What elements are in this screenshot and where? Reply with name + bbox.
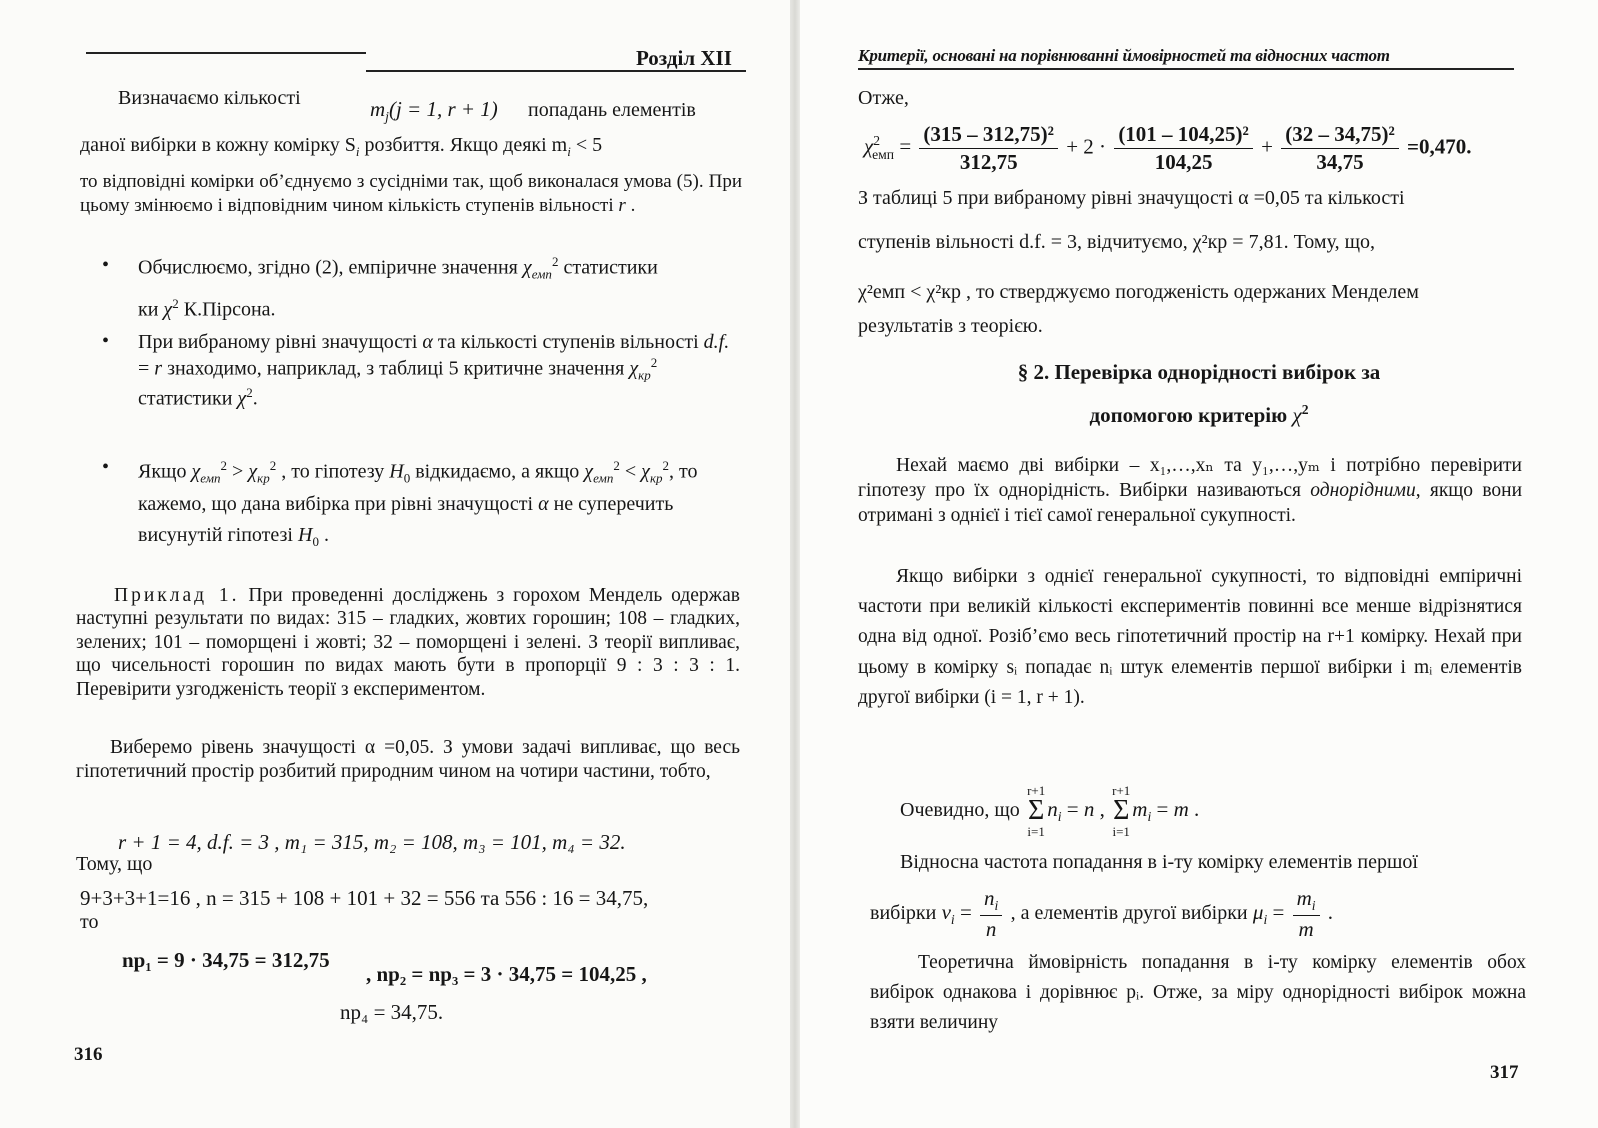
formula-line: np₁ = 9 · 34,75 = 312,75 <box>122 948 330 972</box>
fraction: $\frac{n_i}{n}$ <box>980 886 1002 942</box>
paragraph-line: результатів з теорією. <box>858 315 1043 337</box>
page-number: 317 <box>1490 1062 1519 1083</box>
formula-var: m <box>370 97 386 121</box>
text-line: Тому, що <box>76 853 153 875</box>
text: , якщо вони отримані з однієї і тієї самої генеральної сукупності. <box>858 479 1523 526</box>
text: , то кажемо, що дана вибірка при рівні значущості <box>138 460 698 515</box>
text: Очевидно, що <box>900 798 1020 821</box>
operator: + 2 · <box>1066 134 1107 159</box>
result: =0,470. <box>1407 134 1472 159</box>
section-title: § 2. Перевірка однорідності вибірок за <box>1017 360 1381 384</box>
paragraph-line: χ²емп < χ²кр , то стверджуємо погодженість одержаних Менделем <box>858 281 1419 303</box>
text: Обчислюємо, згідно (2), емпіричне значення <box>138 256 518 279</box>
text: Теоретична ймовірність попадання в i-ту комірку елементів обох вибірок однакова і дорівнює pᵢ. Отже, за міру однорідності вибірок можна взяти величину <box>870 952 1526 1034</box>
paragraph-line: ступенів вільності d.f. = 3, відчитуємо, χ²кр = 7,81. Тому, що, <box>858 231 1375 253</box>
formula-line: r + 1 = 4, d.f. = 3 , m₁ = 315, m₂ = 108, m₃ = 101, m₄ = 32. <box>118 830 626 854</box>
page-number: 316 <box>74 1044 103 1065</box>
fraction <box>919 122 1058 175</box>
example-label: Приклад 1. <box>114 585 240 606</box>
paragraph <box>870 948 1526 1039</box>
text: Якщо <box>138 460 187 483</box>
text: знаходимо, наприклад, з таблиці 5 критичне значення <box>167 358 625 381</box>
sum-symbol: r+1 Σ i=1 <box>1027 783 1046 839</box>
text: При вибраному рівні значущості <box>138 331 418 353</box>
text: не суперечить висунутій гіпотезі <box>138 492 674 546</box>
bullet-item: Якщо $\chi_{емп}^2 > \chi_{кр}^2$ , то гіпотезу $H_0$ відкидаємо, а якщо $\chi_{емп}^2 < \chi_{кр}^2$, то кажемо, що дана вибірка при рівні значущості α не суперечить висунутій гіпотезі $H_0$ . <box>138 458 698 549</box>
text: статистики <box>138 387 233 410</box>
formula: $m_j(j = 1$, r + 1) <box>370 97 498 125</box>
formula-rest: (j = 1, r + 1) <box>388 97 498 121</box>
bullet-item-cont: ки $\chi^2$ К.Пірсона. <box>138 296 276 321</box>
bullet-item: При вибраному рівні значущості α та кількості ступенів вільності d.f. = r знаходимо, наприклад, з таблиці 5 критичне значення $\chi_{кр}^2$ статистики $\chi^2$. <box>138 331 730 410</box>
chapter-header: Розділ XII <box>636 46 732 70</box>
running-head: Критерії, основані на порівнюванні ймовірностей та відносних частот <box>858 46 1390 65</box>
emphasis: однорідними <box>1310 479 1416 501</box>
paragraph <box>858 454 1522 528</box>
bullet-item: Обчислюємо, згідно (2), емпіричне значення $\chi_{емп}^2$ статистики <box>138 254 658 282</box>
text: Нехай маємо дві вибірки – x₁,…,xₙ та y₁,…,yₘ і потрібно перевірити гіпотезу про їх однорідність. Вибірки називаються <box>858 455 1522 501</box>
frequency-formula: вибірки $\nu_i$ = $\frac{n_i}{n}$ , а елементів другої вибірки $\mu_i$ = $\frac{m_i}{m}$ . <box>870 886 1334 942</box>
paragraph-line: З таблиці 5 при вибраному рівні значущості α =0,05 та кількості <box>858 187 1405 209</box>
text: вибірки <box>870 901 937 924</box>
left-page <box>0 0 790 1128</box>
paragraph <box>76 736 740 785</box>
denominator: 104,25 <box>1154 150 1213 174</box>
paragraph-line: даної вибірки в кожну комірку $S_i$ розбиття. Якщо деякі $m_i < 5$ <box>80 134 603 159</box>
variable: r <box>618 195 626 217</box>
formula-line: 9+3+3+1=16 , n = 315 + 108 + 101 + 32 = 556 та 556 : 16 = 34,75, <box>80 886 649 910</box>
paragraph <box>858 562 1522 713</box>
numerator: (315 – 312,75)² <box>919 122 1058 149</box>
text: попадань елементів <box>528 99 696 121</box>
text: < 5 <box>575 134 603 156</box>
paragraph-line: Відносна частота попадання в i-ту комірку елементів першої <box>900 851 1418 873</box>
fraction <box>1114 122 1253 175</box>
sum-formula: Очевидно, що r+1 Σ $i=1n_i = n$ , r+1 Σ $i=1m_i = m$ . <box>900 783 1200 839</box>
section-title: допомогою критерію $\chi^2$ <box>1089 402 1309 427</box>
sum-symbol: r+1 Σ i=1 <box>1112 783 1131 839</box>
text: Виберемо рівень значущості α =0,05. З умови задачі випливає, що весь гіпотетичний простір розбитий природним чином на чотири частини, тобто, <box>76 737 740 783</box>
text: К.Пірсона. <box>183 298 276 321</box>
chi-square-formula: $\chi^2_{емп}$ = $\frac{\text{(315 – 312,75)²}}{312,75}$ + 2 · $\frac{\text{(101 – 104,25)²}}{104,25}$ + $\frac{\text{(32 – 34,75)²}}{34,75}$ =0,470. <box>864 122 1472 174</box>
bullet-dot: • <box>102 456 110 478</box>
right-page <box>800 0 1598 1128</box>
text-line: то <box>80 911 99 933</box>
text: Визначаємо кількості <box>118 87 301 109</box>
text: Якщо вибірки з однієї генеральної сукупності, то відповідні емпіричні частоти при великій кількості експериментів повинні все менше відрізнятися одна від одної. Розіб’ємо весь гіпотетичний простір на r+1 комірку. Нехай при цьому в комірку sᵢ попадає nᵢ штук елементів першої вибірки і mᵢ елементів другої вибірки (i = 1, r + 1). <box>858 566 1522 708</box>
fraction: $\frac{m_i}{m}$ <box>1293 886 1320 942</box>
formula-line: , np₂ = np₃ = 3 · 34,75 = 104,25 , <box>366 962 647 986</box>
formula-line: np₄ = 34,75. <box>340 1000 444 1024</box>
header-rule <box>858 68 1514 70</box>
text: то відповідні комірки об’єднуємо з сусідніми так, щоб виконалася умова (5). При цьому змінюємо і відповідним чином кількість ступенів вільності <box>80 171 742 217</box>
book-gutter <box>790 0 800 1128</box>
numerator: (101 – 104,25)² <box>1114 122 1253 149</box>
text: , то гіпотезу <box>281 460 385 483</box>
text: При проведенні досліджень з горохом Мендель одержав наступні результати по видах: 315 – гладких, жовтих горошин; 108 – гладких, зелених; 101 – поморщені і жовті; 32 – поморщені і зелені. З теорії випливає, що чисельності горошин по видах мають бути в пропорції 9 : 3 : 3 : 1. Перевірити узгодженість теорії з експериментом. <box>76 585 740 700</box>
section-title-text: допомогою критерію <box>1089 403 1288 427</box>
numerator: (32 – 34,75)² <box>1281 122 1399 149</box>
text: , а елементів другої вибірки <box>1010 901 1248 924</box>
denominator: 312,75 <box>959 150 1018 174</box>
header-rule <box>86 52 366 54</box>
bullet-dot: • <box>102 330 110 352</box>
paragraph: то відповідні комірки об’єднуємо з сусідніми так, щоб виконалася умова (5). При цьому змінюємо і відповідним чином кількість ступенів вільності r . <box>80 171 742 217</box>
text: даної вибірки в кожну комірку S <box>80 134 356 156</box>
text: та кількості ступенів вільності <box>437 331 699 353</box>
text: статистики <box>563 256 658 279</box>
text-line: Отже, <box>858 87 909 109</box>
denominator: 34,75 <box>1316 150 1364 174</box>
example-paragraph <box>76 584 740 701</box>
paragraph-line <box>528 98 758 123</box>
text: розбиття. Якщо деякі m <box>364 134 568 156</box>
fraction <box>1281 122 1399 175</box>
bullet-dot: • <box>102 254 110 276</box>
text: відкидаємо, а якщо <box>415 460 580 483</box>
